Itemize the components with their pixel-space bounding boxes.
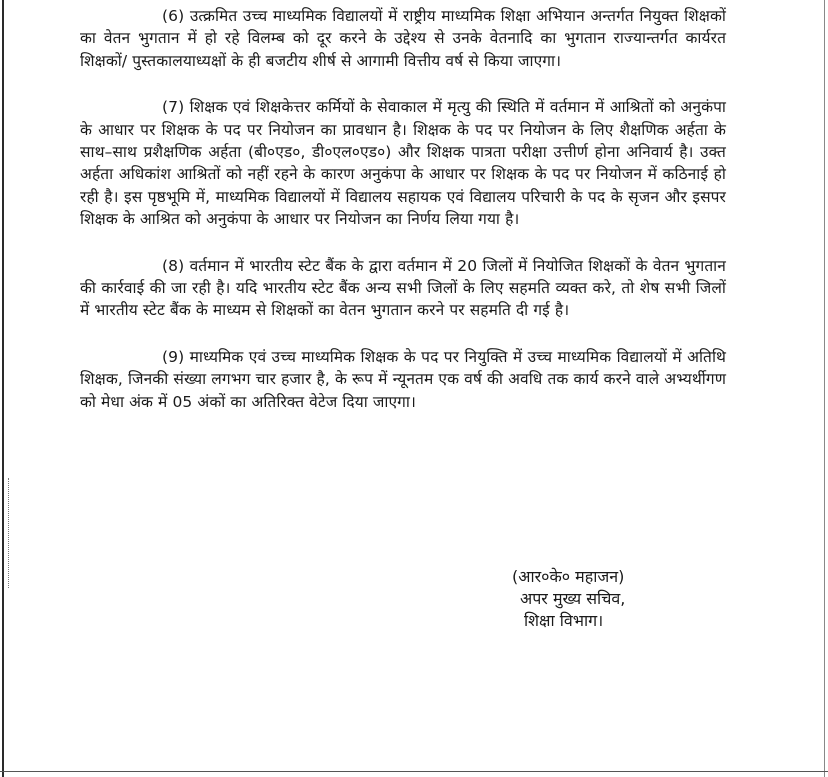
- paragraph-number: (6): [162, 7, 185, 25]
- right-border-line: [824, 0, 825, 777]
- signatory-designation: अपर मुख्य सचिव,: [520, 589, 626, 608]
- paragraph-number: (9): [162, 347, 185, 366]
- paragraph-text: उत्क्रमित उच्च माध्यमिक विद्यालयों में राष्ट्रीय माध्यमिक शिक्षा अभियान अन्तर्गत नियुक्त शिक्षकों का वेतन भुगतान में हो रहे विलम्ब को दूर करने के उद्देश्य से उनके वेतनादि का भुगतान राज्यान्तर्गत कार्यरत शिक्षकों/ पुस्तकालयाध्यक्षों के ही बजटीय शीर्ष से आगामी वित्तीय वर्ष से किया जाएगा।: [80, 7, 726, 70]
- paragraph-text: वर्तमान में भारतीय स्टेट बैंक के द्वारा वर्तमान में 20 जिलों में नियोजित शिक्षकों के वेतन भुगतान की कार्रवाई की जा रही है। यदि भारतीय स्टेट बैंक अन्य सभी जिलों के लिए सहमति व्यक्त करे, तो शेष सभी जिलों में भारतीय स्टेट बैंक के माध्यम से शिक्षकों का वेतन भुगतान करने पर सहमति दी गई है।: [80, 256, 726, 320]
- document-body: [80, 5, 726, 437]
- signature-block: [512, 566, 625, 632]
- signatory-department: शिक्षा विभाग।: [524, 611, 604, 630]
- paragraph-text: शिक्षक एवं शिक्षकेत्तर कर्मियों के सेवाकाल में मृत्यु की स्थिति में वर्तमान में आश्रितों को अनुकंपा के आधार पर शिक्षक के पद पर नियोजन का प्रावधान है। शिक्षक के पद पर नियोजन के लिए शैक्षणिक अर्हता के साथ–साथ प्रशैक्षणिक अर्हता (बी०एड०, डी०एल०एड०) और शिक्षक पात्रता परीक्षा उत्तीर्ण होना अनिवार्य है। उक्त अर्हता अधिकांश आश्रितों को नहीं रहने के कारण अनुकंपा के आधार पर शिक्षक के पद पर नियोजन में कठिनाई हो रही है। इस पृष्ठभूमि में, माध्यमिक विद्यालयों में विद्यालय सहायक एवं विद्यालय परिचारी के पद के सृजन और इसपर शिक्षक के आश्रित को अनुकंपा के आधार पर नियोजन का निर्णय लिया गया है।: [80, 98, 726, 229]
- signatory-name: (आर०के० महाजन): [512, 567, 625, 586]
- paragraph-number: (8): [162, 256, 185, 275]
- paragraph-8: [80, 255, 726, 322]
- paragraph-number: (7): [162, 98, 185, 117]
- bottom-border-line: [0, 771, 828, 772]
- paragraph-text: माध्यमिक एवं उच्च माध्यमिक शिक्षक के पद पर नियुक्ति में उच्च माध्यमिक विद्यालयों में अतिथि शिक्षक, जिनकी संख्या लगभग चार हजार है, के रूप में न्यूनतम एक वर्ष की अवधि तक कार्य करने वाले अभ्यर्थीगण को मेधा अंक में 05 अंकों का अतिरिक्त वेटेज दिया जाएगा।: [80, 347, 726, 411]
- margin-dotted-mark: [8, 478, 10, 588]
- paragraph-7: [80, 96, 726, 230]
- paragraph-9: [80, 346, 726, 413]
- left-border-line: [2, 0, 4, 777]
- paragraph-6: [80, 5, 726, 72]
